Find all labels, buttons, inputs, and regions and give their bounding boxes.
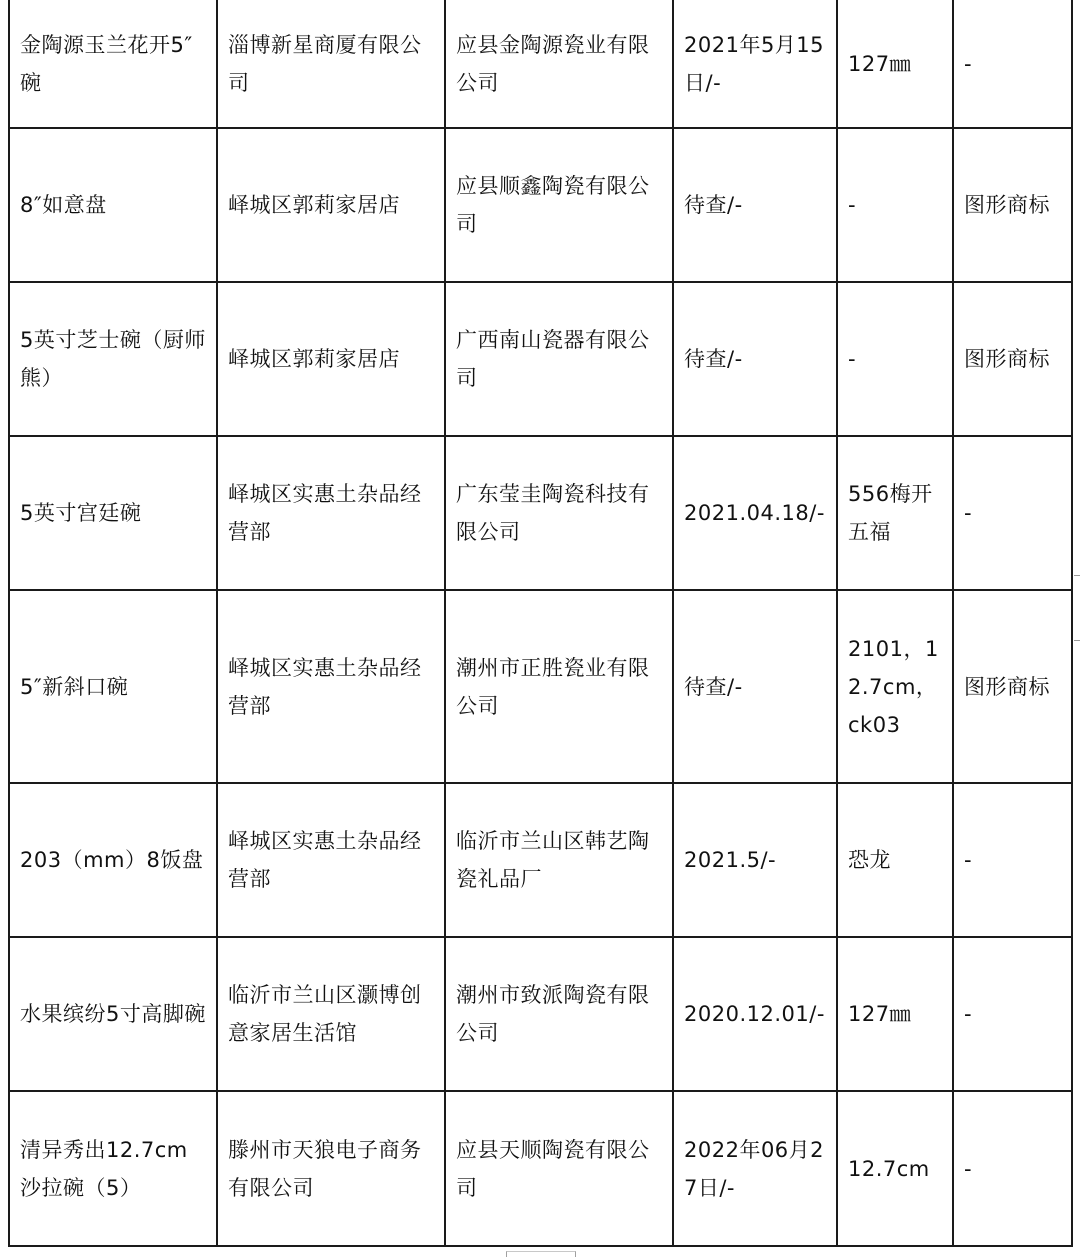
product-name-cell: 203（mm）8饭盘 xyxy=(9,783,217,937)
seller-cell: 峄城区实惠土杂品经营部 xyxy=(217,436,445,590)
seller-cell: 峄城区郭莉家居店 xyxy=(217,128,445,282)
manufacturer-cell: 广东莹圭陶瓷科技有限公司 xyxy=(445,436,673,590)
production-date-cell: 2021.04.18/- xyxy=(673,436,837,590)
product-name-cell: 水果缤纷5寸高脚碗 xyxy=(9,937,217,1091)
manufacturer-cell: 临沂市兰山区韩艺陶瓷礼品厂 xyxy=(445,783,673,937)
table-row xyxy=(9,783,1072,937)
table-row xyxy=(9,1091,1072,1246)
table-row xyxy=(9,128,1072,282)
spec-cell: - xyxy=(837,128,953,282)
manufacturer-cell: 应县顺鑫陶瓷有限公司 xyxy=(445,128,673,282)
product-name-cell: 8″如意盘 xyxy=(9,128,217,282)
production-date-cell: 2022年06月27日/- xyxy=(673,1091,837,1246)
production-date-cell: 2020.12.01/- xyxy=(673,937,837,1091)
table-row xyxy=(9,590,1072,783)
product-name-cell: 清异秀出12.7cm沙拉碗（5） xyxy=(9,1091,217,1246)
spec-cell: 127㎜ xyxy=(837,0,953,128)
trademark-cell: 图形商标 xyxy=(953,128,1072,282)
manufacturer-cell: 应县金陶源瓷业有限公司 xyxy=(445,0,673,128)
seller-cell: 临沂市兰山区灏博创意家居生活馆 xyxy=(217,937,445,1091)
table-row xyxy=(9,937,1072,1091)
manufacturer-cell: 潮州市致派陶瓷有限公司 xyxy=(445,937,673,1091)
product-name-cell: 5″新斜口碗 xyxy=(9,590,217,783)
production-date-cell: 待查/- xyxy=(673,128,837,282)
spec-cell: - xyxy=(837,282,953,436)
product-name-cell: 金陶源玉兰花开5″碗 xyxy=(9,0,217,128)
production-date-cell: 待查/- xyxy=(673,590,837,783)
production-date-cell: 待查/- xyxy=(673,282,837,436)
table-row xyxy=(9,282,1072,436)
trademark-cell: - xyxy=(953,783,1072,937)
trademark-cell: - xyxy=(953,436,1072,590)
trademark-cell: - xyxy=(953,1091,1072,1246)
seller-cell: 滕州市天狼电子商务有限公司 xyxy=(217,1091,445,1246)
table-continuation-fragment xyxy=(506,1251,576,1257)
production-date-cell: 2021年5月15日/- xyxy=(673,0,837,128)
seller-cell: 峄城区郭莉家居店 xyxy=(217,282,445,436)
trademark-cell: - xyxy=(953,0,1072,128)
seller-cell: 淄博新星商厦有限公司 xyxy=(217,0,445,128)
scroll-tick-mark xyxy=(1074,575,1080,576)
trademark-cell: 图形商标 xyxy=(953,590,1072,783)
seller-cell: 峄城区实惠土杂品经营部 xyxy=(217,783,445,937)
product-name-cell: 5英寸宫廷碗 xyxy=(9,436,217,590)
seller-cell: 峄城区实惠土杂品经营部 xyxy=(217,590,445,783)
trademark-cell: - xyxy=(953,937,1072,1091)
spec-cell: 127㎜ xyxy=(837,937,953,1091)
manufacturer-cell: 潮州市正胜瓷业有限公司 xyxy=(445,590,673,783)
spec-cell: 恐龙 xyxy=(837,783,953,937)
product-sampling-table xyxy=(8,0,1073,1247)
spec-cell: 556梅开五福 xyxy=(837,436,953,590)
table-row xyxy=(9,0,1072,128)
production-date-cell: 2021.5/- xyxy=(673,783,837,937)
table-row xyxy=(9,436,1072,590)
scroll-tick-mark xyxy=(1074,640,1080,641)
manufacturer-cell: 广西南山瓷器有限公司 xyxy=(445,282,673,436)
manufacturer-cell: 应县天顺陶瓷有限公司 xyxy=(445,1091,673,1246)
spec-cell: 12.7cm xyxy=(837,1091,953,1246)
trademark-cell: 图形商标 xyxy=(953,282,1072,436)
spec-cell: 2101，12.7cm，ck03 xyxy=(837,590,953,783)
product-name-cell: 5英寸芝士碗（厨师熊） xyxy=(9,282,217,436)
